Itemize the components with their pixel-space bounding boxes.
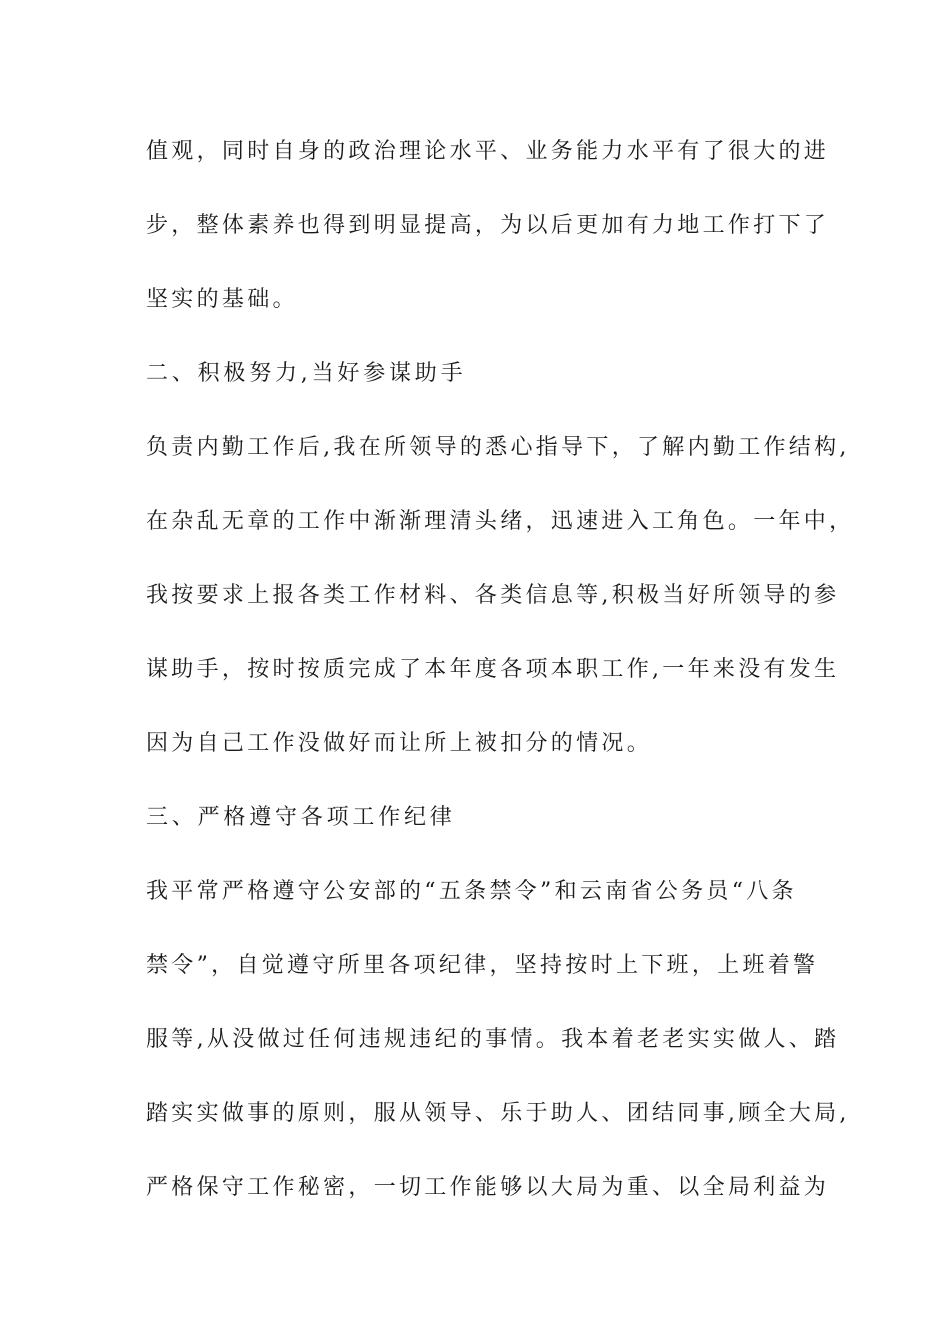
paragraph-line: 坚实的基础。 <box>146 287 298 312</box>
paragraph-line: 谋助手，按时按质完成了本年度各项本职工作,一年来没有发生 <box>146 657 840 682</box>
paragraph-line: 踏实实做事的原则，服从领导、乐于助人、团结同事,顾全大局, <box>146 1101 850 1126</box>
paragraph-line: 禁令”，自觉遵守所里各项纪律，坚持按时上下班，上班着警 <box>146 953 819 978</box>
paragraph-line: 因为自己工作没做好而让所上被扣分的情况。 <box>146 731 653 756</box>
paragraph-line: 严格保守工作秘密，一切工作能够以大局为重、以全局利益为 <box>146 1175 830 1200</box>
paragraph-line: 在杂乱无章的工作中渐渐理清头绪，迅速进入工角色。一年中， <box>146 509 855 534</box>
paragraph-line: 值观，同时自身的政治理论水平、业务能力水平有了很大的进 <box>146 139 830 164</box>
paragraph-line: 我按要求上报各类工作材料、各类信息等,积极当好所领导的参 <box>146 583 840 608</box>
section-heading: 二、积极努力,当好参谋助手 <box>146 361 467 386</box>
paragraph-line: 步，整体素养也得到明显提高，为以后更加有力地工作打下了 <box>146 213 830 238</box>
paragraph-line: 我平常严格遵守公安部的“五条禁令”和云南省公务员“八条 <box>146 879 797 904</box>
section-heading: 三、严格遵守各项工作纪律 <box>146 805 456 830</box>
paragraph-line: 负责内勤工作后,我在所领导的悉心指导下，了解内勤工作结构, <box>146 435 850 460</box>
paragraph-line: 服等,从没做过任何违规违纪的事情。我本着老老实实做人、踏 <box>146 1027 840 1052</box>
